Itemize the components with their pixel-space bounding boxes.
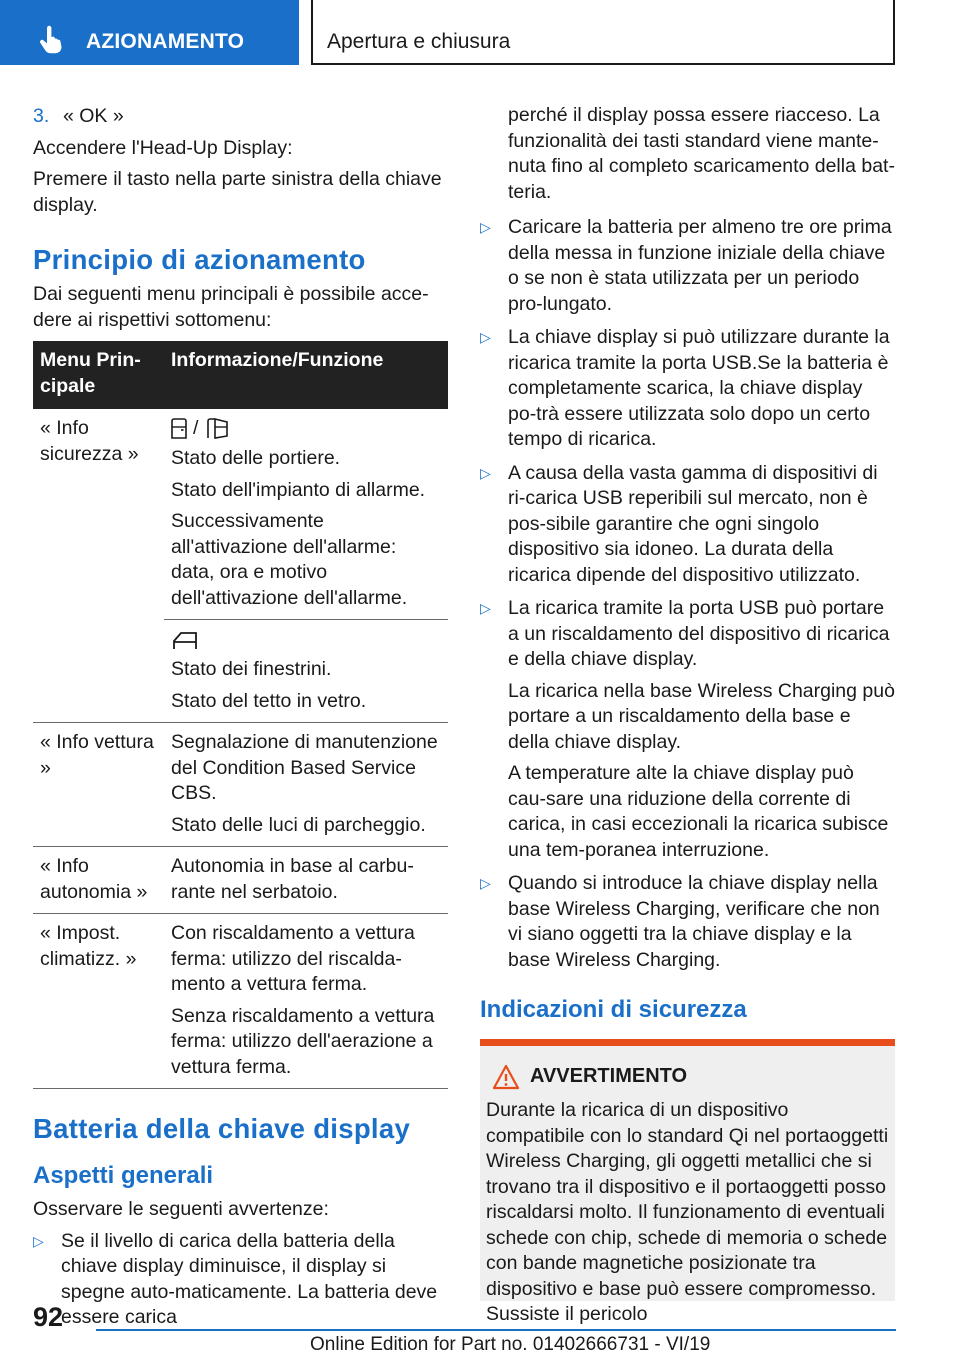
car-window-icon (171, 629, 199, 651)
column-header: Menu Prin-cipale (33, 341, 164, 409)
icon-group (171, 416, 441, 442)
paragraph: Premere il tasto nella parte sinistra della chiave display. (33, 168, 442, 216)
chapter-title: Apertura e chiusura (327, 30, 511, 53)
info-line: Stato delle luci di parcheggio. (171, 813, 426, 836)
info-line: Senza riscaldamento a vettura ferma: utilizzo dell'aerazione a vettura ferma. (171, 1004, 435, 1078)
bullet-text: A temperature alte la chiave display può cau-sare una riduzione della corrente di carica, in casi eccezionali la ricarica subisce una tem-poranea interruzione. (508, 762, 889, 861)
table-cell-menu: « Impost. climatizz. » (33, 914, 164, 1089)
paragraph: Osservare le seguenti avvertenze: (33, 1198, 329, 1220)
bullet-item (480, 215, 896, 317)
triangle-bullet-icon: ▷ (33, 1232, 44, 1249)
step-item (33, 104, 448, 130)
paragraph-intro: Dai seguenti menu principali è possibile acce-dere ai rispettivi sottomenu: (33, 283, 429, 331)
info-line: Stato dell'impianto di allarme. (171, 478, 426, 501)
bullet-item (33, 1229, 448, 1331)
bullet-text: A causa della vasta gamma di dispositivi di ri-carica USB reperibili sul mercato, non è pos-sibile garantire che ogni singolo dispositivo sia idoneo. La durata della ricarica dipende del dispositivo utilizzato. (508, 461, 878, 586)
info-line: Con riscaldamento a vettura ferma: utilizzo del riscalda-mento a vettura ferma. (171, 922, 415, 995)
heading-aspetti: Aspetti generali (33, 1162, 214, 1189)
heading-principio: Principio di azionamento (33, 244, 366, 275)
table-header-row (33, 341, 448, 409)
table-cell-info (164, 723, 448, 847)
info-line: Segnalazione di manutenzione del Condition Based Service CBS. (171, 731, 438, 804)
table-row (33, 723, 448, 847)
bullet-continuation (480, 103, 896, 205)
menu-table (33, 341, 448, 1089)
bullet-item (480, 871, 896, 973)
step-label: « OK » (63, 105, 124, 127)
info-line: Stato dei finestrini. (171, 658, 332, 680)
table-row (33, 914, 448, 1089)
column-header: Informazione/Funzione (164, 341, 448, 409)
bullet-text: La chiave display si può utilizzare durante la ricarica tramite la porta USB.Se la batteria è completamente scarica, la chiave display po-trà essere utilizzata solo dopo un certo tempo di ricarica. (508, 326, 890, 450)
header-chapter-box (311, 0, 895, 65)
warning-title (486, 1064, 889, 1090)
left-column (33, 104, 448, 1339)
triangle-bullet-icon: ▷ (480, 600, 491, 616)
triangle-bullet-icon: ▷ (480, 329, 491, 345)
table-cell-menu: « Info autonomia » (33, 847, 164, 914)
bullet-item (480, 596, 896, 863)
bullet-text: La ricarica tramite la porta USB può portare a un riscaldamento del dispositivo di ricarica e della chiave display. (508, 597, 890, 670)
bullet-text: Quando si introduce la chiave display nella base Wireless Charging, verificare che non vi siano oggetti tra la chiave display e la base Wireless Charging. (508, 872, 880, 971)
table-row (33, 409, 448, 620)
info-line: Stato delle portiere. (171, 447, 341, 469)
triangle-bullet-icon: ▷ (480, 464, 491, 481)
bullet-text: Caricare la batteria per almeno tre ore prima della messa in funzione iniziale della chiave o se non è stata utilizzata per un periodo pro-lungato. (508, 216, 892, 315)
heading-sicurezza: Indicazioni di sicurezza (480, 996, 747, 1023)
header-section-tab (0, 0, 299, 65)
door-closed-icon (171, 418, 187, 440)
icon-group (171, 627, 441, 653)
table-cell-info (164, 914, 448, 1089)
info-line: Stato del tetto in vetro. (171, 689, 367, 712)
page-number: 92 (33, 1302, 64, 1332)
table-row (33, 847, 448, 914)
footer-divider (96, 1329, 896, 1331)
warning-triangle-icon (492, 1064, 520, 1090)
table-cell-menu: « Info sicurezza » (33, 409, 164, 723)
table-cell-menu: « Info vettura » (33, 723, 164, 847)
table-cell-info (164, 847, 448, 914)
hand-touch-icon (38, 26, 64, 54)
door-open-icon (204, 418, 230, 440)
info-line: Autonomia in base al carbu-rante nel serbatoio. (171, 855, 414, 903)
icon-separator: / (193, 417, 199, 440)
table-cell-info (164, 620, 448, 723)
bullet-item (480, 461, 896, 589)
bullet-item (480, 325, 896, 453)
bullet-text: Se il livello di carica della batteria della chiave display diminuisce, il display si spegne auto-maticamente. La batteria deve essere carica (61, 1229, 438, 1328)
triangle-bullet-icon: ▷ (480, 219, 491, 235)
step-number: 3. (33, 105, 50, 127)
warning-text: Durante la ricarica di un dispositivo compatibile con lo standard Qi nel portaoggetti Wireless Charging, gli oggetti metallici che si trovano tra il dispositivo e il portaoggetti posso riscaldarsi molto. Il funzionamento di eventuali schede con chip, schede di memoria o schede con bande magnetiche posizionate tra dispositivo e base può essere compromesso. Sussiste il pericolo (486, 1099, 889, 1325)
paragraph: Accendere l'Head-Up Display: (33, 136, 293, 159)
triangle-bullet-icon: ▷ (480, 875, 491, 891)
bullet-text: perché il display possa essere riacceso. La funzionalità dei tasti standard viene mante-nuta fino al completo scaricamento della bat-teria. (508, 104, 895, 203)
heading-batteria: Batteria della chiave display (33, 1113, 411, 1144)
section-title: AZIONAMENTO (86, 30, 245, 53)
table-cell-info (164, 409, 448, 620)
warning-box (480, 1039, 895, 1325)
right-column (480, 103, 896, 1325)
footer-edition: Online Edition for Part no. 01402666731 - VI/19 (310, 1334, 711, 1355)
info-line: Successivamente all'attivazione dell'allarme: data, ora e motivo dell'attivazione dell'allarme. (171, 510, 408, 609)
bullet-text: La ricarica nella base Wireless Charging può portare a un riscaldamento della base e della chiave display. (508, 679, 895, 753)
warning-label: AVVERTIMENTO (530, 1065, 688, 1088)
